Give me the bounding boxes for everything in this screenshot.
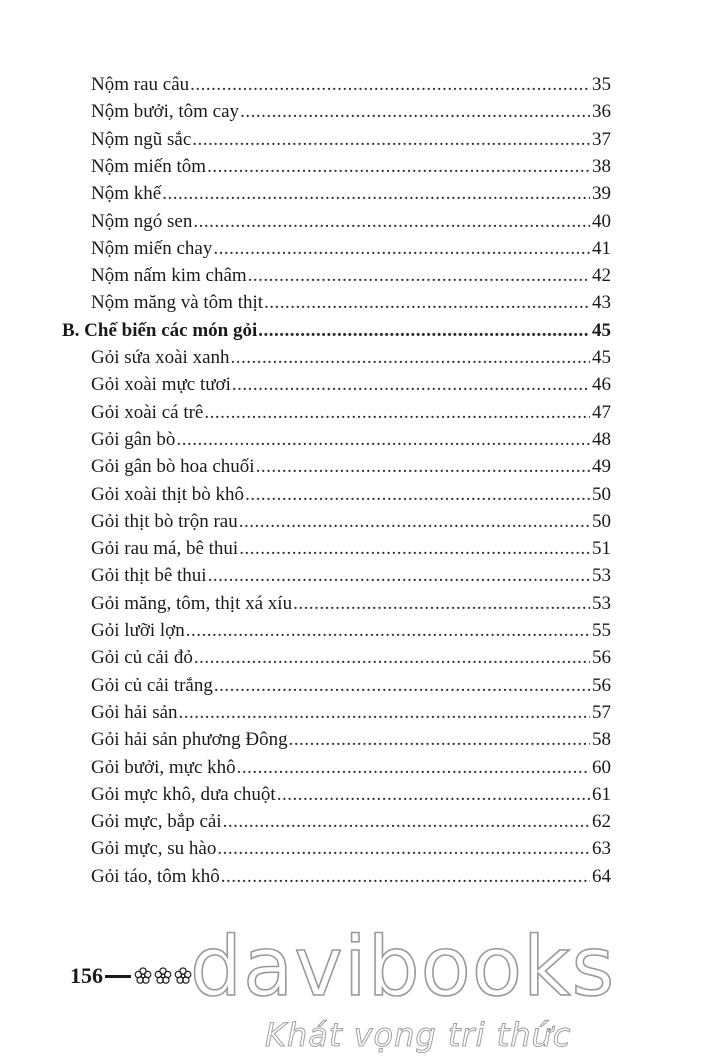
dot-leader <box>245 484 590 506</box>
toc-entry-page: 55 <box>592 620 611 641</box>
toc-entry-title: Gỏi bưởi, mực khô <box>91 757 236 778</box>
toc-entry-page: 42 <box>592 265 611 286</box>
dot-leader <box>239 538 590 560</box>
toc-entry-page: 50 <box>592 484 611 505</box>
toc-entry-title: Gỏi gân bò <box>91 429 176 450</box>
dot-leader <box>240 101 590 123</box>
toc-entry <box>91 347 611 369</box>
toc-entry-title: Gỏi sứa xoài xanh <box>91 347 230 368</box>
dot-leader <box>193 211 590 233</box>
dot-leader <box>221 866 590 888</box>
toc-entry-page: 45 <box>592 347 611 368</box>
toc-entry-page: 60 <box>592 757 611 778</box>
toc-entry-page: 48 <box>592 429 611 450</box>
dot-leader <box>277 784 590 806</box>
toc-entry <box>91 565 611 587</box>
toc-entry <box>91 74 611 96</box>
toc-entry <box>91 866 611 888</box>
toc-entry-title: Gỏi hải sản phương Đông <box>91 729 288 750</box>
toc-entry-title: Gỏi mực khô, dưa chuột <box>91 784 276 805</box>
dot-leader <box>176 429 590 451</box>
dot-leader <box>237 757 590 779</box>
toc-entry-title: Gỏi thịt bê thui <box>91 565 207 586</box>
dot-leader <box>223 811 590 833</box>
dot-leader <box>194 647 590 669</box>
dot-leader <box>256 456 590 478</box>
toc-entry <box>91 838 611 860</box>
toc-entry-page: 56 <box>592 675 611 696</box>
flower-icon <box>134 967 152 985</box>
dot-leader <box>162 183 590 205</box>
dot-leader <box>204 402 590 424</box>
toc-entry-page: 62 <box>592 811 611 832</box>
toc-entry <box>91 647 611 669</box>
dot-leader <box>293 593 590 615</box>
toc-entry-page: 64 <box>592 866 611 887</box>
toc-entry-title: Gỏi măng, tôm, thịt xá xíu <box>91 593 293 614</box>
toc-entry-title: Nộm ngũ sắc <box>91 129 192 150</box>
toc-entry-title: Gỏi mực, bắp cải <box>91 811 222 832</box>
toc-entry-page: 49 <box>592 456 611 477</box>
toc-entry <box>91 374 611 396</box>
toc-entry <box>91 484 611 506</box>
toc-entry-page: 61 <box>592 784 611 805</box>
toc-entry-title: Gỏi gân bò hoa chuối <box>91 456 255 477</box>
toc-entry-title: Nộm bưởi, tôm cay <box>91 101 240 122</box>
toc-entry-page: 47 <box>592 402 611 423</box>
toc-entry-title: Gỏi mực, su hào <box>91 838 217 859</box>
toc-entry-title: Gỏi xoài thịt bò khô <box>91 484 245 505</box>
toc-entry <box>91 456 611 478</box>
toc-entry-title: Gỏi củ cải đỏ <box>91 647 193 668</box>
toc-entry-title: Gỏi xoài mực tươi <box>91 374 231 395</box>
toc-entry-page: 53 <box>592 565 611 586</box>
toc-entry-title: Nộm nấm kim châm <box>91 265 247 286</box>
toc-entry-title: Nộm miến chay <box>91 238 213 259</box>
dot-leader <box>179 702 590 724</box>
toc-entry <box>91 593 611 615</box>
toc-entry-title: Gỏi lưỡi lợn <box>91 620 185 641</box>
dot-leader <box>190 74 590 96</box>
toc-entry-page: 46 <box>592 374 611 395</box>
toc-entry <box>91 211 611 233</box>
watermark-tagline: Khát vọng tri thức <box>265 1016 572 1054</box>
dot-leader <box>207 156 590 178</box>
toc-entry <box>91 538 611 560</box>
toc-entry-page: 45 <box>592 320 611 341</box>
toc-entry <box>91 238 611 260</box>
toc-entry-title: Nộm rau câu <box>91 74 190 95</box>
toc-entry-page: 36 <box>592 101 611 122</box>
toc-entry <box>91 811 611 833</box>
page-footer <box>70 963 194 989</box>
toc-entry <box>91 156 611 178</box>
dot-leader <box>264 292 590 314</box>
toc-entry <box>91 702 611 724</box>
toc-entry <box>91 402 611 424</box>
toc-entry <box>91 784 611 806</box>
toc-entry-page: 50 <box>592 511 611 532</box>
dot-leader <box>214 675 590 697</box>
page-number: 156 <box>70 963 103 988</box>
toc-entry <box>91 620 611 642</box>
toc-entry-page: 51 <box>592 538 611 559</box>
toc-entry-page: 37 <box>592 129 611 150</box>
toc-entry-page: 43 <box>592 292 611 313</box>
dot-leader <box>258 320 590 342</box>
toc-section-heading <box>62 320 611 342</box>
toc-entry-page: 58 <box>592 729 611 750</box>
toc-entry-title: Gỏi táo, tôm khô <box>91 866 220 887</box>
toc-entry-title: Nộm ngó sen <box>91 211 193 232</box>
toc-entry <box>91 675 611 697</box>
dot-leader <box>217 838 590 860</box>
toc-entry-page: 35 <box>592 74 611 95</box>
toc-entry-page: 39 <box>592 183 611 204</box>
toc-entry-title: Gỏi xoài cá trê <box>91 402 204 423</box>
dot-leader <box>231 347 590 369</box>
dot-leader <box>248 265 590 287</box>
dot-leader <box>239 511 590 533</box>
toc-entry <box>91 429 611 451</box>
toc-entry <box>91 292 611 314</box>
toc-entry-title: B. Chế biến các món gỏi <box>62 320 258 341</box>
footer-dash <box>105 975 131 978</box>
flower-icon <box>154 967 172 985</box>
toc-entry <box>91 511 611 533</box>
toc-entry <box>91 129 611 151</box>
toc-entry-title: Nộm miến tôm <box>91 156 207 177</box>
toc-entry-page: 63 <box>592 838 611 859</box>
toc-entry-title: Gỏi rau má, bê thui <box>91 538 239 559</box>
toc-entry-title: Nộm khế <box>91 183 162 204</box>
dot-leader <box>213 238 590 260</box>
toc-entry <box>91 183 611 205</box>
toc-entry-title: Gỏi củ cải trắng <box>91 675 213 696</box>
dot-leader <box>192 129 590 151</box>
dot-leader <box>289 729 590 751</box>
toc-entry <box>91 101 611 123</box>
toc-entry-title: Gỏi hải sản <box>91 702 178 723</box>
toc-entry-title: Gỏi thịt bò trộn rau <box>91 511 238 532</box>
toc-entry <box>91 265 611 287</box>
toc-entry <box>91 729 611 751</box>
toc-entry-page: 57 <box>592 702 611 723</box>
toc-entry-title: Nộm măng và tôm thịt <box>91 292 264 313</box>
watermark-brand: davibooks <box>190 920 616 1015</box>
dot-leader <box>186 620 590 642</box>
toc-entry-page: 41 <box>592 238 611 259</box>
toc-entry <box>91 757 611 779</box>
toc-entry-page: 40 <box>592 211 611 232</box>
toc-entry-page: 53 <box>592 593 611 614</box>
dot-leader <box>208 565 590 587</box>
toc-entry-page: 38 <box>592 156 611 177</box>
toc-entry-page: 56 <box>592 647 611 668</box>
dot-leader <box>232 374 590 396</box>
